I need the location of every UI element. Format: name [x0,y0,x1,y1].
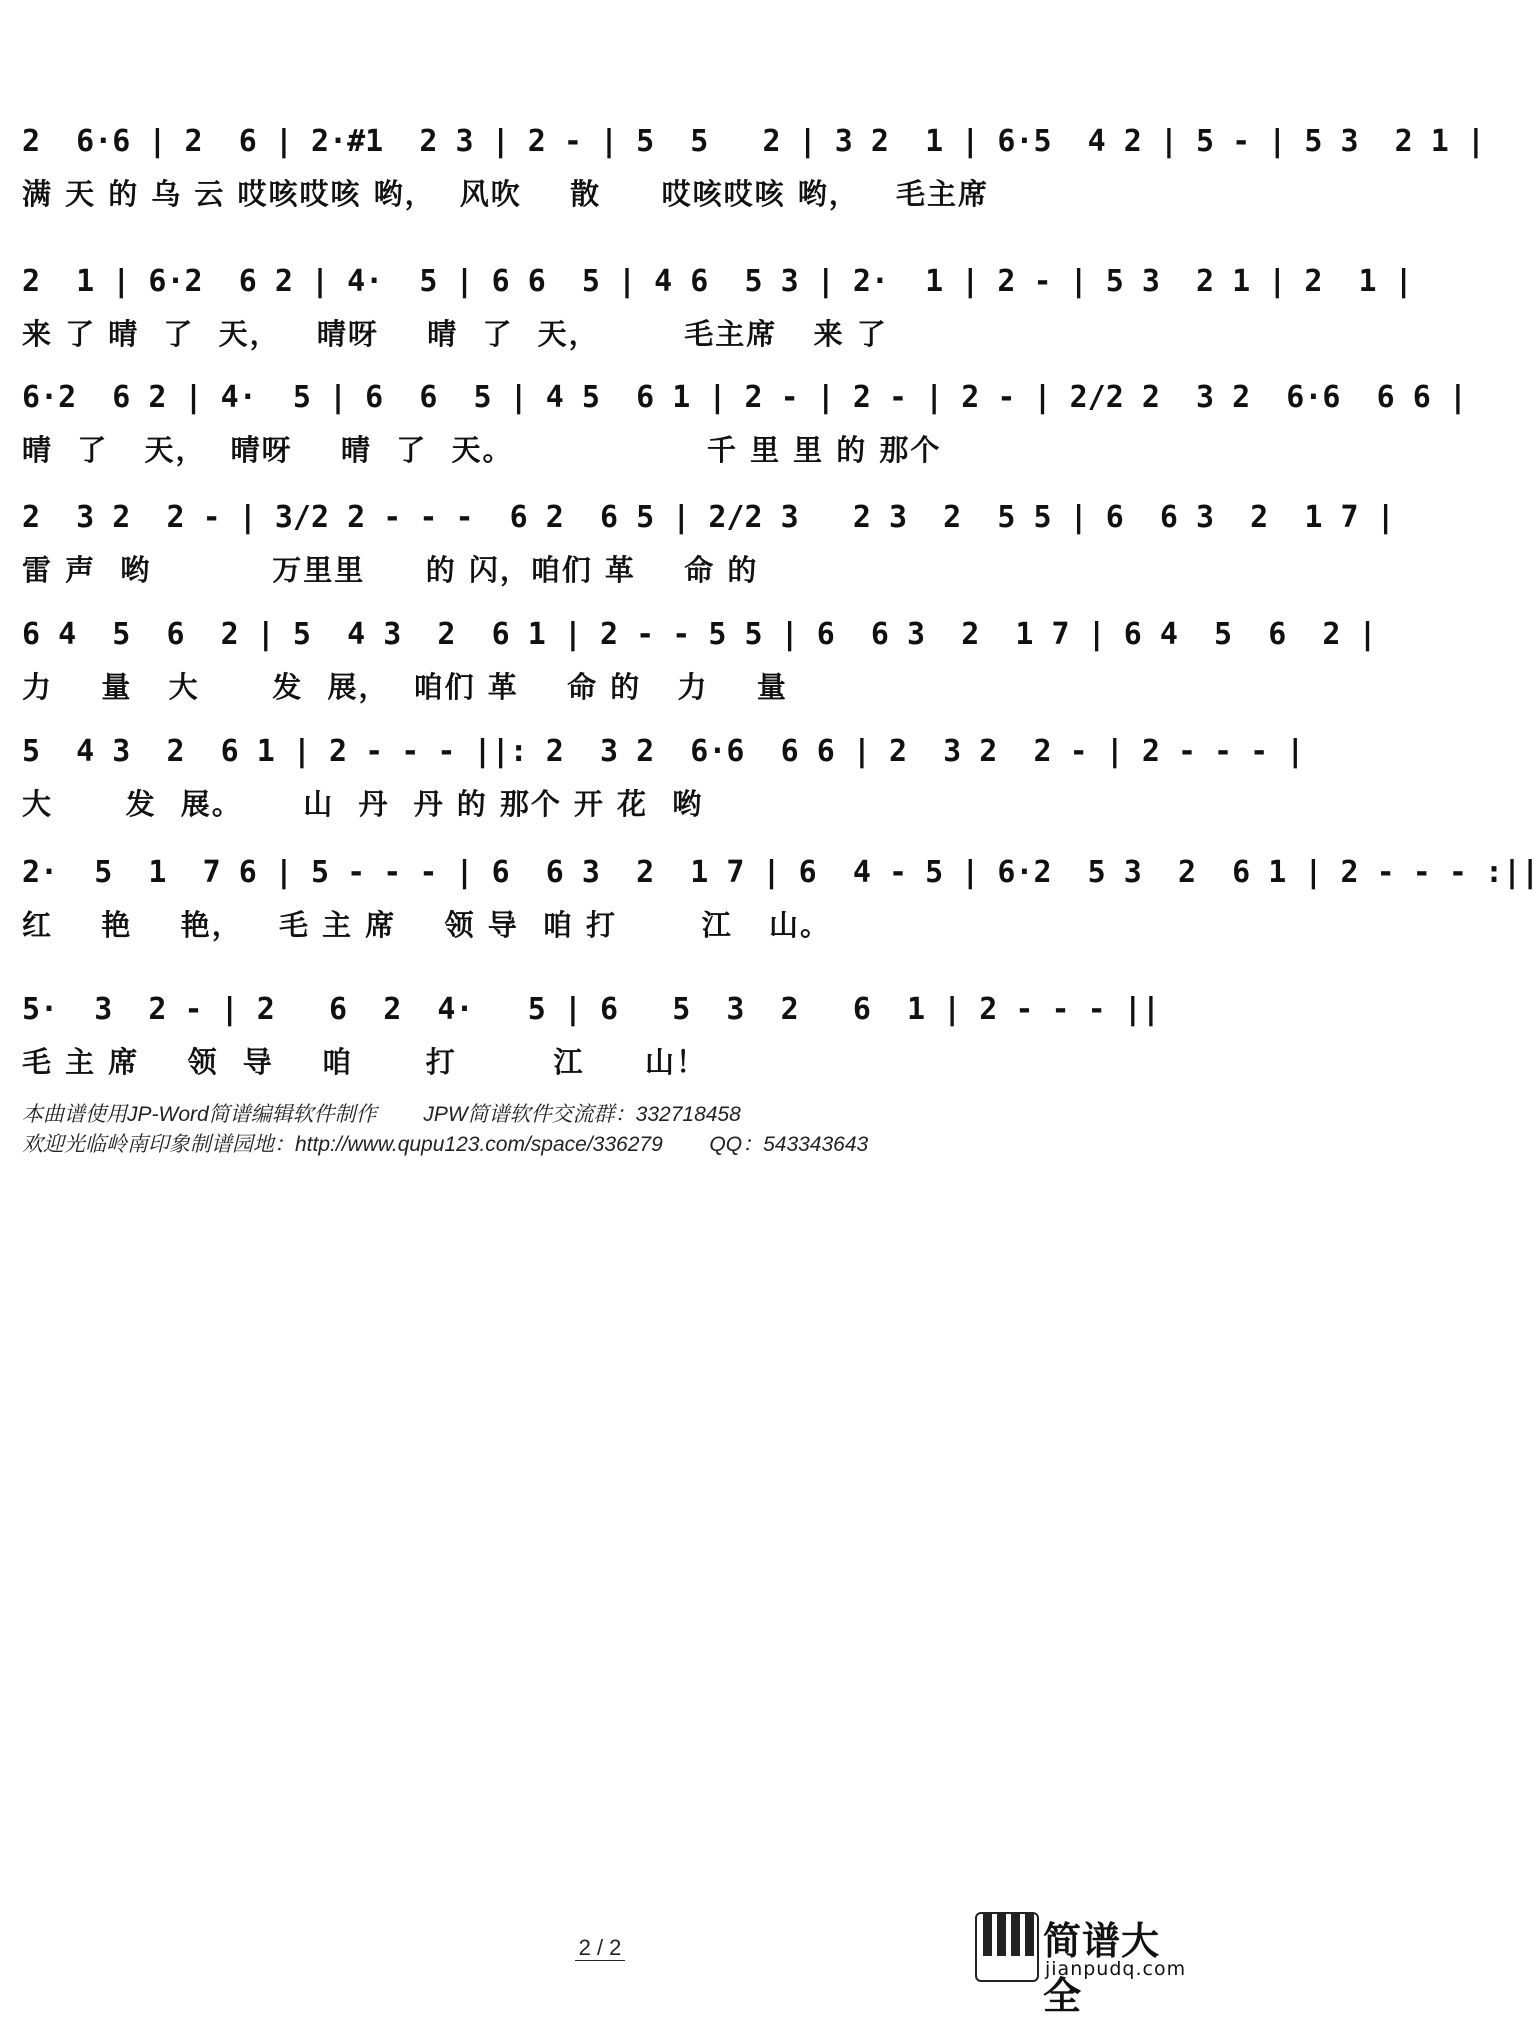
lyrics-line: 来 了 晴 了 天， 晴呀 晴 了 天， 毛主席 来 了 [22,317,888,351]
score-system-5 [22,605,1377,715]
lyrics-line: 毛 主 席 领 导 咱 打 江 山！ [22,1045,707,1079]
lyrics-line: 力 量 大 发 展， 咱们 革 命 的 力 量 [22,670,788,704]
lyrics-line: 晴 了 天， 晴呀 晴 了 天。 千 里 里 的 那个 [22,433,942,467]
lyrics-line: 大 发 展。 山 丹 丹 的 那个 开 花 哟 [22,787,704,821]
notation-line: 2 6·6 | 2 6 | 2·#1 2 3 | 2 - | 5 5 2 | 3 2 1 | 6·5 4 2 | 5 - | 5 3 2 1 | [22,124,1485,159]
score-system-1 [22,112,1485,222]
piano-keys-icon [975,1912,1039,1982]
credit-line: 本曲谱使用JP-Word简谱编辑软件制作 JPW简谱软件交流群：332718458 [22,1103,741,1126]
notation-line: 5· 3 2 - | 2 6 2 4· 5 | 6 5 3 2 6 1 | 2 - - - || [22,992,1160,1027]
logo-brand: 简谱大全 [1043,1919,1161,2018]
page-number-text: 2 / 2 [575,1935,626,1961]
notation-line: 6 4 5 6 2 | 5 4 3 2 6 1 | 2 - - 5 5 | 6 6 3 2 1 7 | 6 4 5 6 2 | [22,617,1377,652]
score-system-3 [22,368,1467,478]
notation-line: 2 1 | 6·2 6 2 | 4· 5 | 6 6 5 | 4 6 5 3 | 2· 1 | 2 - | 5 3 2 1 | 2 1 | [22,264,1413,299]
score-system-4 [22,488,1395,598]
credit-line-link: 欢迎光临岭南印象制谱园地：http://www.qupu123.com/space/336279 QQ：543343643 [22,1133,869,1156]
notation-line: 5 4 3 2 6 1 | 2 - - - ||: 2 3 2 6·6 6 6 | 2 3 2 2 - | 2 - - - | [22,734,1305,769]
lyrics-line: 红 艳 艳， 毛 主 席 领 导 咱 打 江 山。 [22,908,831,942]
notation-line: 2 3 2 2 - | 3/2 2 - - - 6 2 6 5 | 2/2 3 2 3 2 5 5 | 6 6 3 2 1 7 | [22,500,1395,535]
lyrics-line: 满 天 的 乌 云 哎咳哎咳 哟， 风吹 散 哎咳哎咳 哟， 毛主席 [22,177,990,211]
score-system-6 [22,722,1305,832]
lyrics-line: 雷 声 哟 万里里 的 闪，咱们 革 命 的 [22,553,759,587]
notation-line: 6·2 6 2 | 4· 5 | 6 6 5 | 4 5 6 1 | 2 - | 2 - | 2 - | 2/2 2 3 2 6·6 6 6 | [22,380,1467,415]
site-logo [975,1908,1195,2018]
logo-domain: jianpudq.com [1045,1958,1187,1980]
score-system-2 [22,252,1413,362]
notation-line: 2· 5 1 7 6 | 5 - - - | 6 6 3 2 1 7 | 6 4 - 5 | 6·2 5 3 2 6 1 | 2 - - - :|| [22,855,1539,890]
score-system-8 [22,980,1178,1090]
score-system-7 [22,843,1539,953]
